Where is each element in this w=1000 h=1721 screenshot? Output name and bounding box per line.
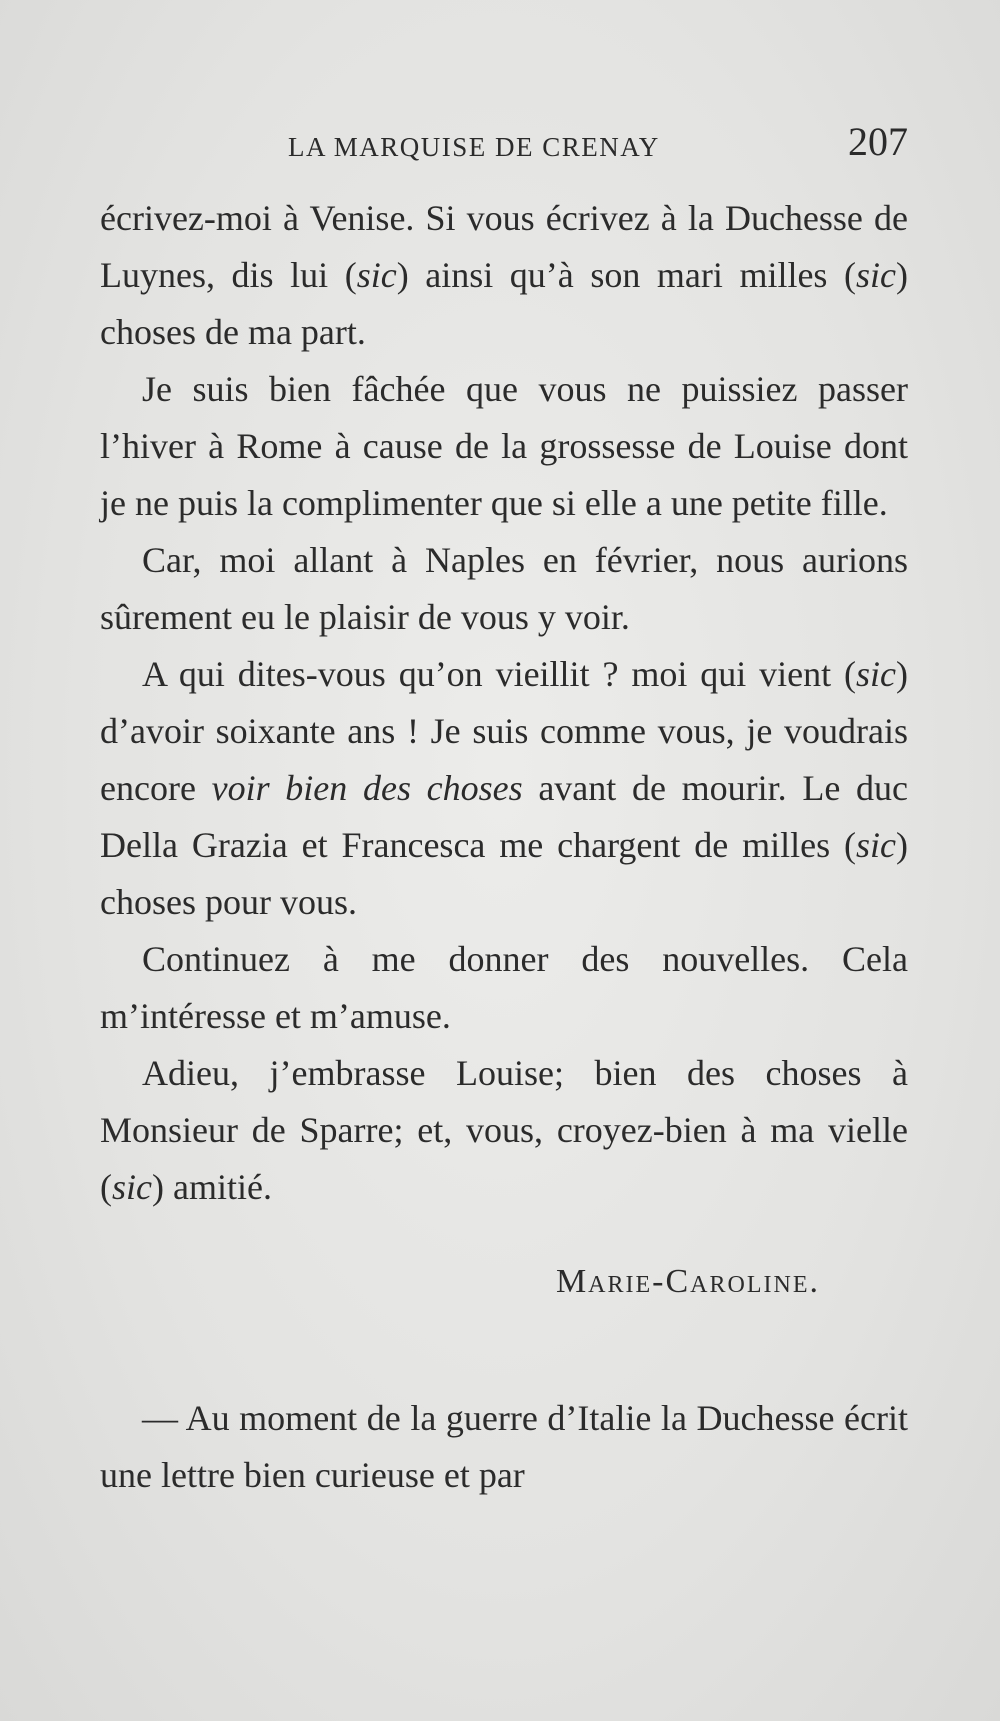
paragraph-1: écrivez-moi à Venise. Si vous écrivez à la Duchesse de Luynes, dis lui (sic) ainsi qu’à son mari milles (sic) choses de ma part.	[100, 198, 908, 352]
italic-text: voir bien des choses	[211, 768, 523, 808]
italic-text: sic	[856, 255, 896, 295]
italic-text: sic	[112, 1167, 152, 1207]
page-header	[100, 118, 908, 170]
italic-text: sic	[356, 255, 397, 295]
paragraph-final: — Au moment de la guerre d’Italie la Duchesse écrit une lettre bien curieuse et par	[100, 1398, 908, 1495]
paragraph-5: Continuez à me donner des nouvelles. Cela m’intéresse et m’amuse.	[100, 939, 908, 1036]
paragraph-4: A qui dites-vous qu’on vieillit ? moi qui vient (sic) d’avoir soixante ans ! Je suis comme vous, je voudrais encore voir bien des choses avant de mourir. Le duc Della Grazia et Francesca me chargent de milles (sic) choses pour vous.	[100, 654, 908, 922]
paragraph-2: Je suis bien fâchée que vous ne puissiez passer l’hiver à Rome à cause de la grossesse de Louise dont je ne puis la complimenter que si elle a une petite fille.	[100, 369, 908, 523]
paragraph-6: Adieu, j’embrasse Louise; bien des choses à Monsieur de Sparre; et, vous, croyez-bien à ma vielle (sic) amitié.	[100, 1053, 908, 1207]
italic-text: sic	[856, 654, 896, 694]
page-number: 207	[848, 119, 908, 164]
page-body	[100, 190, 908, 1504]
signature: Marie-Caroline.	[555, 1263, 820, 1300]
paragraph-3: Car, moi allant à Naples en février, nous aurions sûrement eu le plaisir de vous y voir.	[100, 540, 908, 637]
running-title: LA MARQUISE DE CRENAY	[288, 132, 660, 162]
italic-text: sic	[856, 825, 896, 865]
section-gap	[100, 1312, 908, 1390]
